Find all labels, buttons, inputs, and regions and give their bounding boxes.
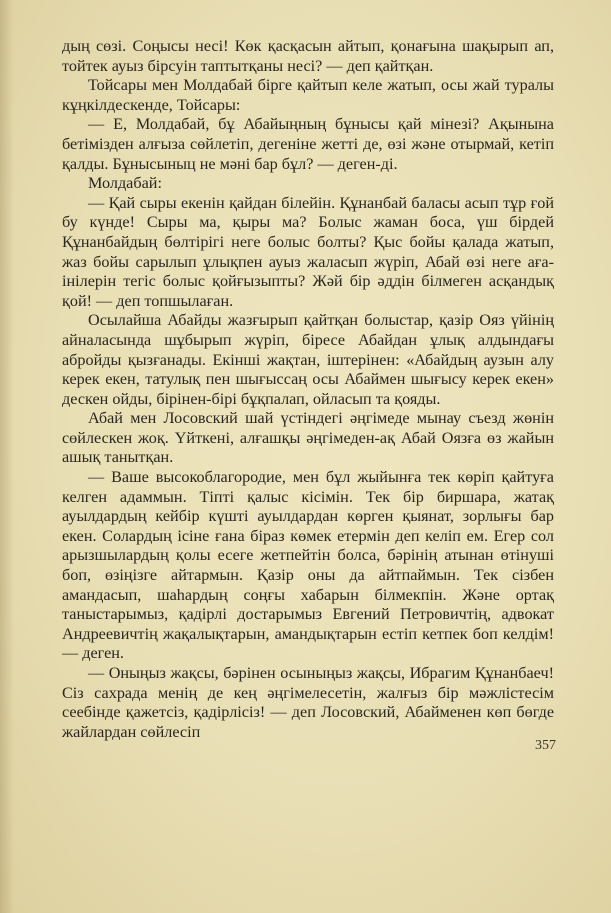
page-number: 357 — [535, 738, 556, 753]
page-text — [62, 37, 554, 742]
paragraph: — Оныңыз жақсы, бәрінен осыныңыз жақсы, Ибрагим Құнанбаеч! Сіз сахрада менің де кең әңгімелесетін, жалғыз бір мәжлістесім сеебінде қажетсіз, қадірлісіз! — деп Лосовский, Абайменен көп бөгде жайлардан сөйлесіп — [62, 664, 554, 741]
paragraph: Абай мен Лосовский шай үстіндегі әңгімеде мынау съезд жөнін сөйлескен жоқ. Үйткені, алғашқы әңгімеден-ақ Абай Оязға өз жайын ашық танытқан. — [62, 409, 554, 467]
paragraph: Осылайша Абайды жазғырып қайтқан болыстар, қазір Ояз үйінің айналасында шұбырып жүріп, біресе Абайдан ұлық алдындағы абройды қызғанады. Екінші жақтан, іштерінен: «Абайдың аузын алу керек екен, татулық пен шығыссаң осы Абаймен шығысу керек екен» дескен ойды, бірінен-бірі бұқпалап, ойласып та қояды. — [62, 311, 554, 408]
paragraph: — Е, Молдабай, бұ Абайыңның бұнысы қай мінезі? Ақынына бетімізден алғыза сөйлетіп, дегеніне жетті де, өзі және отырмай, кетіп қалды. Бұнысыныц не мәні бар бұл? — деген-ді. — [62, 115, 554, 173]
paragraph: — Қай сыры екенін қайдан білейін. Құнанбай баласы асып тұр ғой бу күнде! Сыры ма, қыры ма? Болыс жаман боса, үш бірдей Құнанбайдың бөлтірігі неге болыс болты? Қыс бойы қалада жатып, жаз бойы сарылып ұлықпен ауыз жаласып жүріп, Абай өзі неге аға-інілерін тегіс болыс қойғызыпты? Жәй бір әддін білмеген асқандық қой! — деп топшылаған. — [62, 193, 554, 310]
page-gutter-shadow — [0, 0, 14, 913]
paragraph: Молдабай: — [88, 174, 162, 193]
paragraph: Тойсары мен Молдабай бірге қайтып келе жатып, осы жай туралы кұңкілдескенде, Тойсары: — [62, 76, 554, 114]
paragraph: дың сөзі. Соңысы несі! Көк қасқасын айтып, қонағына шақырып ап, тойтек ауыз бірсуін таптытқаны несі? — деп қайтқан. — [62, 37, 554, 75]
paragraph: — Ваше высокоблагородие, мен бұл жыйынға тек көріп қайтуға келген адаммын. Тіпті қалыс кісімін. Тек бір биршара, жатақ ауылдардың кейбір күшті ауылдардан көрген қыянат, зорлығы бар екен. Солардың ісіне ғана біраз көмек етермін деп келіп ем. Егер сол арызшылардың қолы есеге жетпейтін болса, бәрінің атынан өтінуші боп, өзіңізге айтармын. Қазір оны да айтпаймын. Тек сізбен амандасып, шаһардың соңғы хабарын білмекпін. Және ортақ таныстарымыз, қадірлі достарымыз Евгений Петровичтің, адвокат Андреевичтің жақалықтарын, амандықтарын естіп кетпек боп келдім! — деген. — [62, 468, 554, 663]
